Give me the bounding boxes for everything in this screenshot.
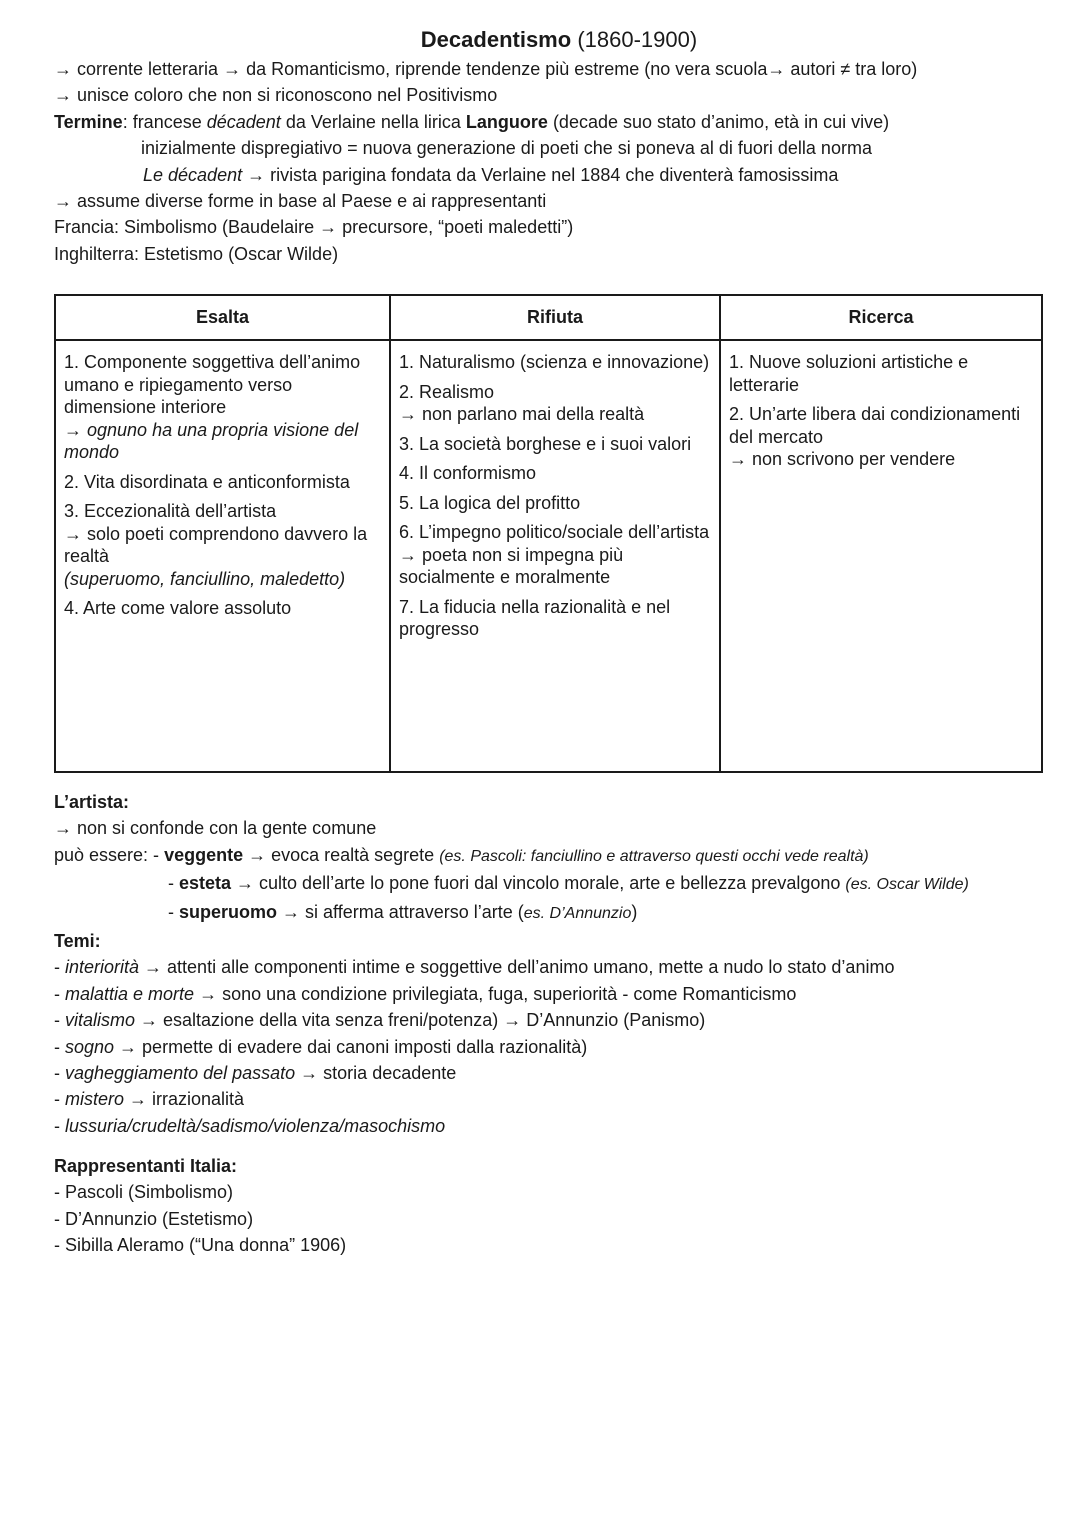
section-heading: Temi: xyxy=(54,931,101,951)
intro-section xyxy=(54,26,1064,267)
rappresentanti-section xyxy=(54,1153,1074,1259)
termine-label: Termine xyxy=(54,111,123,132)
list-item: 4. Arte come valore assoluto xyxy=(64,598,292,618)
list-item: 6. L’impegno politico/sociale dell’artista → poeta non si impegna più socialmente e moralmente xyxy=(399,522,710,587)
artista-section xyxy=(54,789,1074,927)
intro-line: → unisce coloro che non si riconoscono nel Positivismo xyxy=(54,85,498,106)
list-item: 1. Naturalismo (scienza e innovazione) xyxy=(399,352,710,372)
intro-line: Francia: Simbolismo (Baudelaire → precursore, “poeti maledetti”) xyxy=(54,217,574,238)
list-item: 1. Nuove soluzioni artistiche e letterarie xyxy=(729,352,969,395)
title-dates: (1860-1900) xyxy=(577,27,698,52)
termine-line: Termine: francese décadent da Verlaine nella lirica Languore (decade suo stato d’animo, età in cui vive) xyxy=(54,111,890,132)
list-item: - Sibilla Aleramo (“Una donna” 1906) xyxy=(54,1235,347,1256)
ricerca-cell xyxy=(720,340,1042,772)
comparison-table xyxy=(54,294,1043,773)
list-item: 7. La fiducia nella razionalità e nel progresso xyxy=(399,596,671,639)
rifiuta-cell xyxy=(390,340,720,772)
list-item: 5. La logica del profitto xyxy=(399,492,581,513)
esalta-cell xyxy=(55,340,390,772)
artista-line: → non si confonde con la gente comune xyxy=(54,818,377,839)
rivista-name: Le décadent xyxy=(143,164,243,185)
artista-type: può essere: - veggente → evoca realtà segrete (es. Pascoli: fanciullino e attraverso questi occhi vede realtà) xyxy=(54,844,869,865)
title-main: Decadentismo xyxy=(420,27,572,52)
list-item: 1. Componente soggettiva dell’animo umano e ripiegamento verso dimensione interiore → ognuno ha una propria visione del mondo xyxy=(64,352,361,462)
table-header-row xyxy=(55,295,1042,340)
list-item: - Pascoli (Simbolismo) xyxy=(54,1182,234,1203)
artista-type: - esteta → culto dell’arte lo pone fuori dal vincolo morale, arte e bellezza prevalgono (es. Oscar Wilde) xyxy=(168,873,969,894)
list-item: - vitalismo → esaltazione della vita senza freni/potenza) → D’Annunzio (Panismo) xyxy=(54,1010,706,1031)
list-item: - D’Annunzio (Estetismo) xyxy=(54,1208,254,1229)
list-item: - lussuria/crudeltà/sadismo/violenza/masochismo xyxy=(54,1115,446,1136)
list-item: - vagheggiamento del passato → storia decadente xyxy=(54,1063,457,1084)
list-item: - sogno → permette di evadere dai canoni imposti dalla razionalità) xyxy=(54,1036,588,1057)
termine-word: décadent xyxy=(206,111,281,132)
page-title xyxy=(54,26,1064,54)
temi-section xyxy=(54,928,1074,1139)
list-item: 2. Vita disordinata e anticonformista xyxy=(64,471,350,492)
section-heading: Rappresentanti Italia: xyxy=(54,1156,238,1176)
list-item: 4. Il conformismo xyxy=(399,463,537,483)
header-ricerca: Ricerca xyxy=(720,295,1042,340)
header-rifiuta: Rifiuta xyxy=(390,295,720,340)
lirica-title: Languore xyxy=(465,111,548,132)
list-item: - interiorità → attenti alle componenti intime e soggettive dell’animo umano, mette a nudo lo stato d’animo xyxy=(54,957,895,978)
list-item: - malattia e morte → sono una condizione privilegiata, fuga, superiorità - come Romanticismo xyxy=(54,983,797,1004)
artista-type: - superuomo → si afferma attraverso l’arte (es. D’Annunzio) xyxy=(168,901,638,922)
intro-line: inizialmente dispregiativo = nuova generazione di poeti che si poneva al di fuori della norma xyxy=(141,138,872,159)
section-heading: L’artista: xyxy=(54,792,130,812)
intro-line: → assume diverse forme in base al Paese e ai rappresentanti xyxy=(54,191,547,212)
header-esalta: Esalta xyxy=(55,295,390,340)
rivista-line: Le décadent → rivista parigina fondata da Verlaine nel 1884 che diventerà famosissima xyxy=(143,164,839,185)
list-item: - mistero → irrazionalità xyxy=(54,1089,245,1110)
intro-line: → corrente letteraria → da Romanticismo, riprende tendenze più estreme (no vera scuola→ autori ≠ tra loro) xyxy=(54,59,918,79)
list-item: 3. La società borghese e i suoi valori xyxy=(399,433,692,454)
intro-line: Inghilterra: Estetismo (Oscar Wilde) xyxy=(54,243,339,264)
table-row xyxy=(55,340,1042,772)
list-item: 2. Un’arte libera dai condizionamenti del mercato → non scrivono per vendere xyxy=(729,404,1021,469)
list-item: 3. Eccezionalità dell’artista → solo poeti comprendono davvero la realtà (superuomo, fanciullino, maledetto) xyxy=(64,501,368,589)
list-item: 2. Realismo → non parlano mai della realtà xyxy=(399,381,645,424)
